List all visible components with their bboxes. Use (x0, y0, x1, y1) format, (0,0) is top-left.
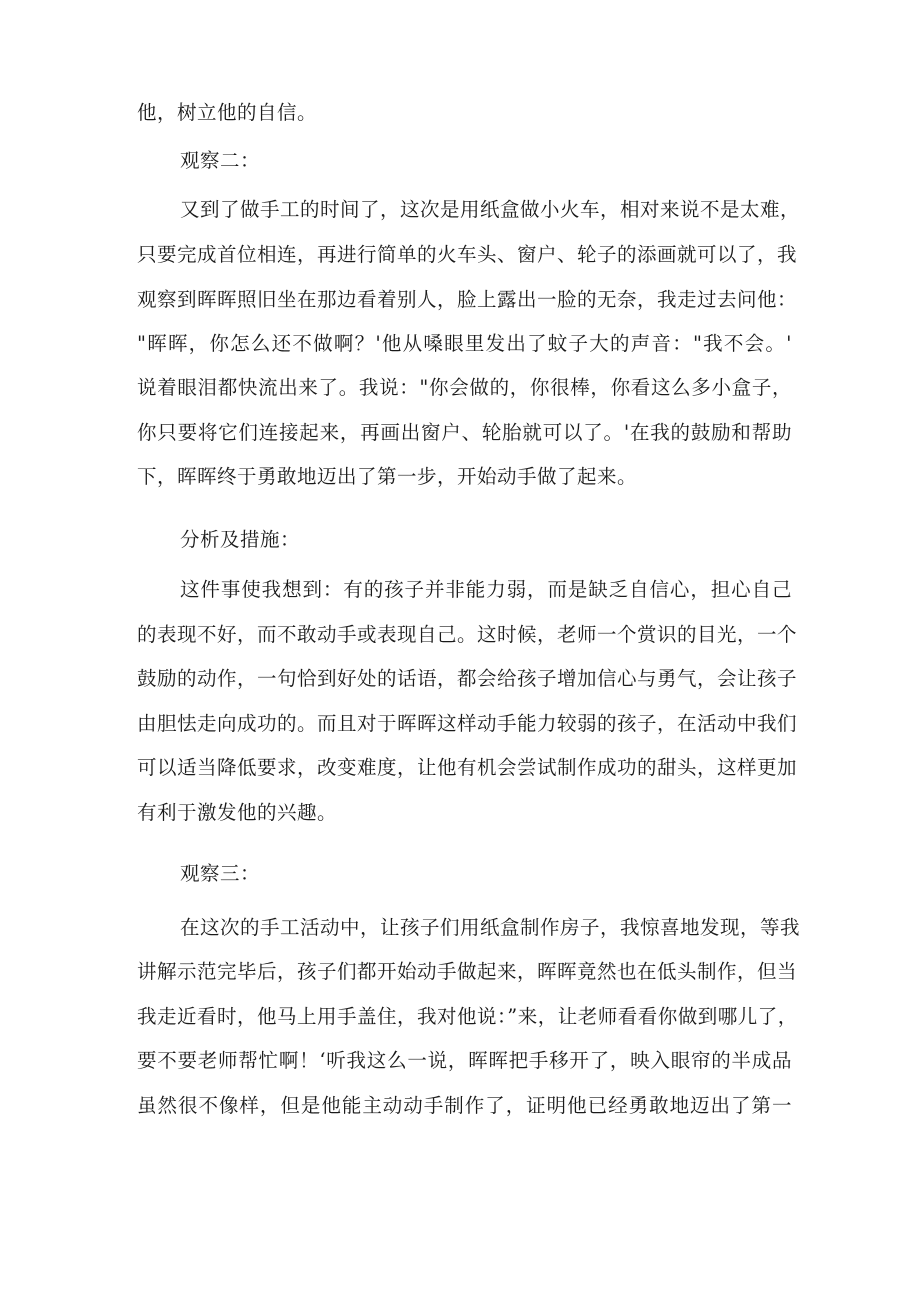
text-line: 在这次的手工活动中，让孩子们用纸盒制作房子，我惊喜地发现，等我 (180, 916, 801, 939)
text-line: 你只要将它们连接起来，再画出窗户、轮胎就可以了。'在我的鼓励和帮助 (137, 421, 792, 444)
section-heading: 观察二： (180, 149, 261, 172)
text-line: 又到了做手工的时间了，这次是用纸盒做小火车，相对来说不是太难， (180, 198, 801, 221)
section-heading: 观察三： (180, 862, 261, 885)
text-line: 虽然很不像样，但是他能主动动手制作了，证明他已经勇敢地迈出了第一 (137, 1094, 792, 1117)
text-line: 观察到晖晖照旧坐在那边看着别人，脸上露出一脸的无奈，我走过去问他： (137, 288, 798, 311)
text-line: 讲解示范完毕后，孩子们都开始动手做起来，晖晖竟然也在低头制作，但当 (137, 960, 798, 983)
text-line: 这件事使我想到：有的孩子并非能力弱，而是缺乏自信心，担心自己 (180, 578, 792, 601)
text-line: 要不要老师帮忙啊！‘听我这么一说，晖晖把手移开了，映入眼帘的半成品 (137, 1049, 792, 1072)
text-line: 有利于激发他的兴趣。 (137, 801, 338, 824)
section-heading: 分析及措施： (180, 528, 301, 551)
text-line: 我走近看时，他马上用手盖住，我对他说：”来，让老师看看你做到哪儿了， (137, 1005, 798, 1028)
text-line: 说着眼泪都快流出来了。我说："你会做的，你很棒，你看这么多小盒子， (137, 376, 792, 399)
text-line: 下，晖晖终于勇敢地迈出了第一步，开始动手做了起来。 (137, 465, 638, 488)
text-line: 的表现不好，而不敢动手或表现自己。这时候，老师一个赏识的目光，一个 (137, 623, 798, 646)
text-line: 可以适当降低要求，改变难度，让他有机会尝试制作成功的甜头，这样更加 (137, 756, 798, 779)
text-line: 鼓励的动作，一句恰到好处的话语，都会给孩子增加信心与勇气，会让孩子 (137, 667, 798, 690)
text-line: 由胆怯走向成功的。而且对于晖晖这样动手能力较弱的孩子，在活动中我们 (137, 712, 798, 735)
text-line: 只要完成首位相连，再进行简单的火车头、窗户、轮子的添画就可以了，我 (137, 243, 798, 266)
text-line: 他，树立他的自信。 (137, 101, 318, 124)
text-line: "晖晖，你怎么还不做啊？'他从嗓眼里发出了蚊子大的声音："我不会。' (137, 332, 792, 355)
